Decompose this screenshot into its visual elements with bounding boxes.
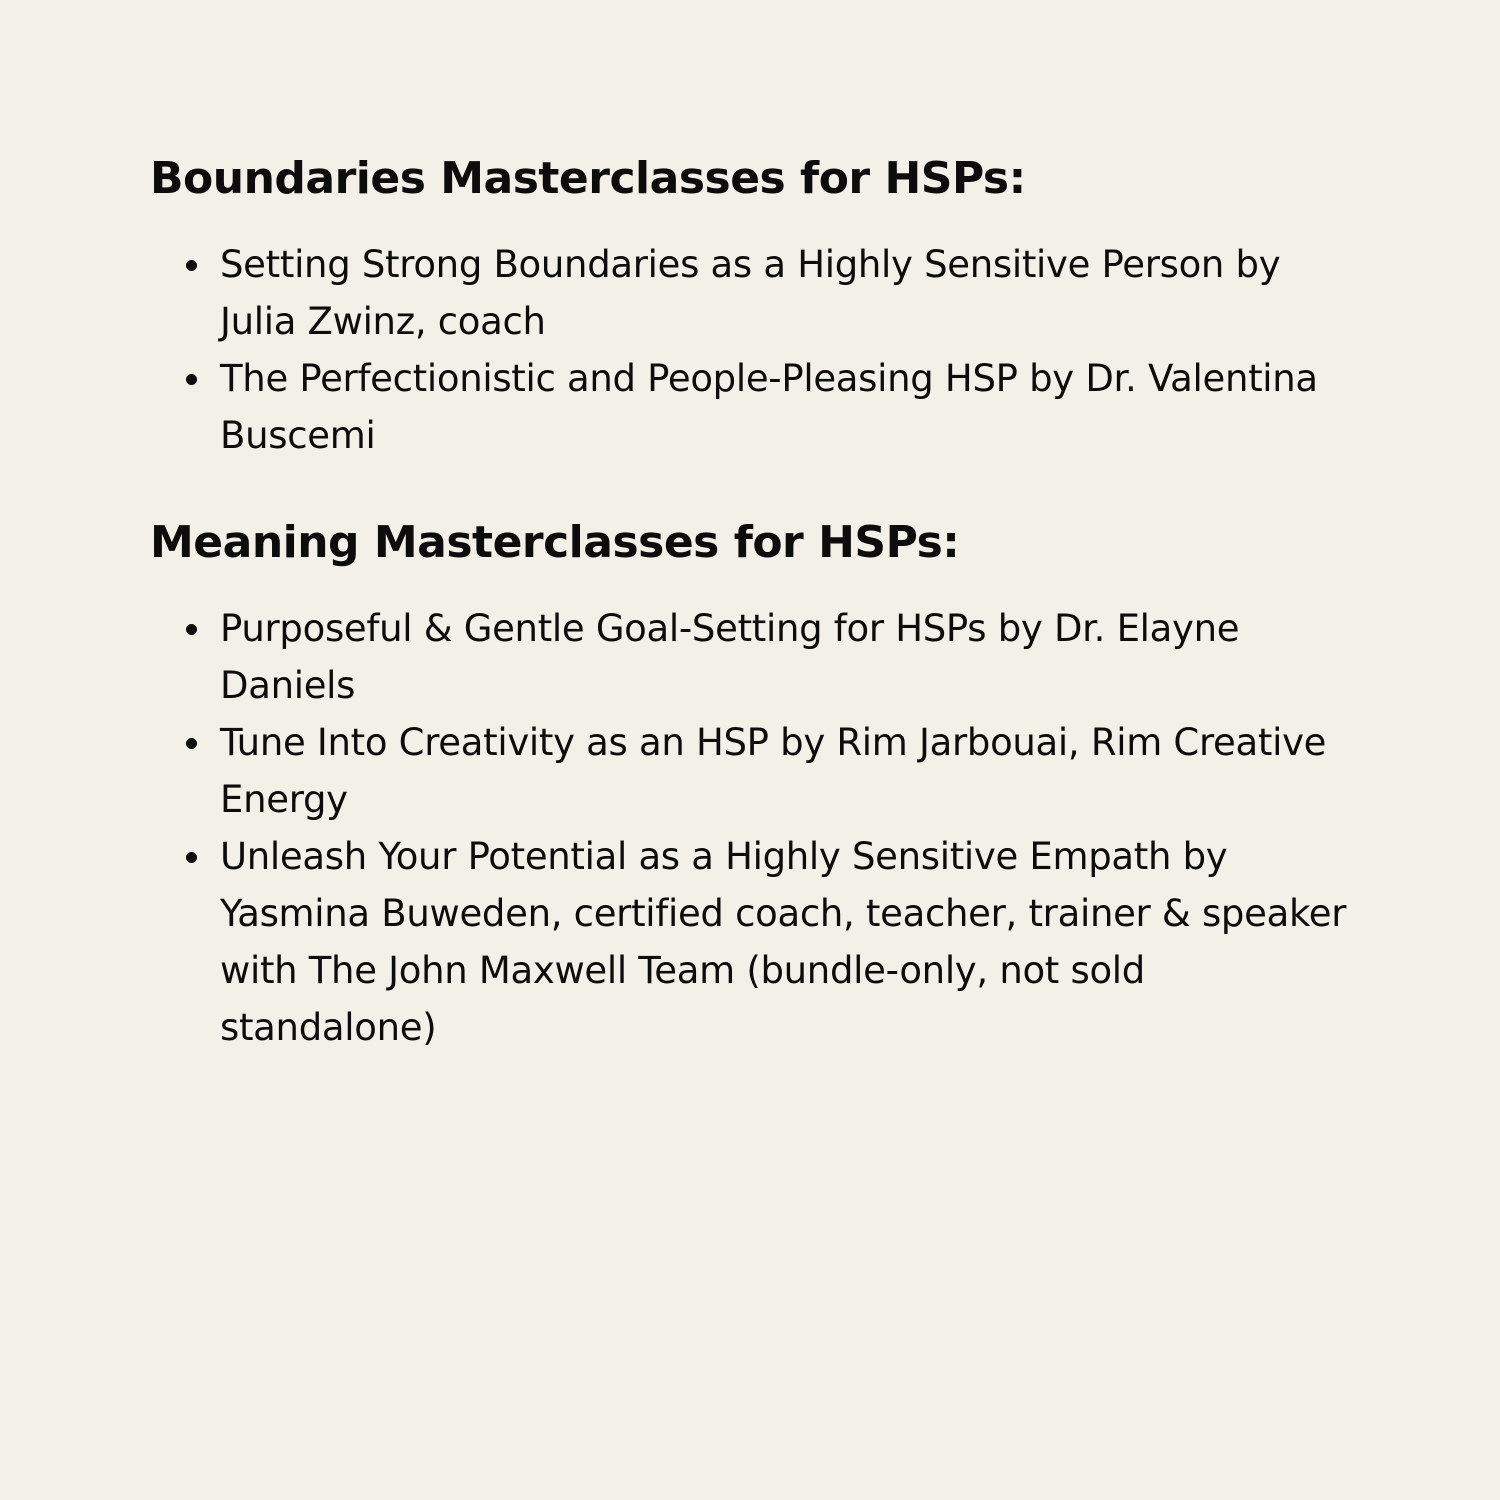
bullet-icon xyxy=(186,852,197,863)
boundaries-section xyxy=(150,150,1350,464)
list-item xyxy=(150,828,1350,1056)
list-item xyxy=(150,350,1350,464)
section-heading: Boundaries Masterclasses for HSPs: xyxy=(150,153,1026,204)
masterclass-list xyxy=(150,236,1350,464)
list-item-text: Setting Strong Boundaries as a Highly Sensitive Person by Julia Zwinz, coach xyxy=(220,243,1281,343)
list-item-text: The Perfectionistic and People-Pleasing HSP by Dr. Valentina Buscemi xyxy=(220,357,1318,457)
bullet-icon xyxy=(186,260,197,271)
list-item-text: Unleash Your Potential as a Highly Sensitive Empath by Yasmina Buweden, certified coach, teacher, trainer & speaker with The John Maxwell Team (bundle-only, not sold standalone) xyxy=(220,835,1347,1049)
list-item xyxy=(150,236,1350,350)
list-item-text: Tune Into Creativity as an HSP by Rim Jarbouai, Rim Creative Energy xyxy=(220,721,1327,821)
masterclass-list xyxy=(150,600,1350,1056)
section-heading: Meaning Masterclasses for HSPs: xyxy=(150,517,960,568)
bullet-icon xyxy=(186,374,197,385)
list-item-text: Purposeful & Gentle Goal-Setting for HSPs by Dr. Elayne Daniels xyxy=(220,607,1240,707)
list-item xyxy=(150,714,1350,828)
document-page xyxy=(150,150,1350,1056)
bullet-icon xyxy=(186,624,197,635)
meaning-section xyxy=(150,514,1350,1056)
list-item xyxy=(150,600,1350,714)
bullet-icon xyxy=(186,738,197,749)
